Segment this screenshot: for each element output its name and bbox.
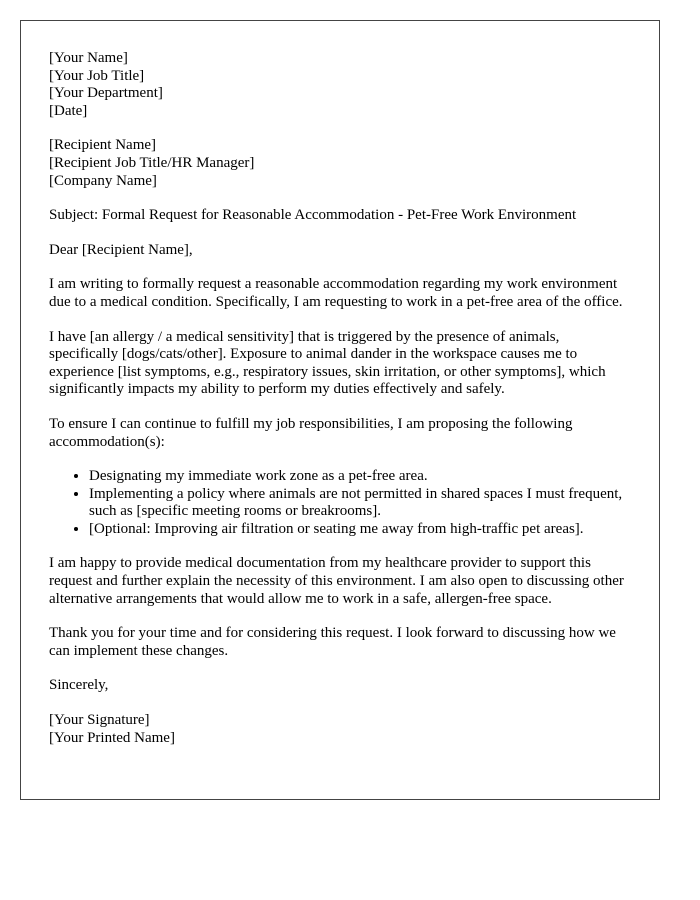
letter-date: [Date] [49, 102, 88, 119]
list-item: • Implementing a policy where animals are not permitted in shared spaces I must frequent, such as [specific meeting rooms or breakrooms]. [89, 486, 631, 521]
recipient-job-title: [Recipient Job Title/HR Manager] [49, 154, 255, 171]
body-paragraph-documentation: I am happy to provide medical documentation from my healthcare provider to support this request and further explain the necessity of this environment. I am also open to discussing other alternative arrangements that would allow me to work in a safe, allergen-free space. [49, 555, 624, 607]
sender-job-title: [Your Job Title] [49, 67, 145, 84]
printed-name: [Your Printed Name] [49, 729, 175, 746]
sender-name: [Your Name] [49, 50, 128, 66]
signature-placeholder: [Your Signature] [49, 712, 150, 729]
sender-block [49, 50, 631, 120]
accommodation-list [49, 468, 631, 538]
body-paragraph-thanks: Thank you for your time and for considering this request. I look forward to discussing how we can implement these changes. [49, 625, 616, 659]
recipient-name: [Recipient Name] [49, 137, 157, 154]
signature-block [49, 712, 631, 747]
recipient-company: [Company Name] [49, 172, 157, 189]
body-paragraph-intro: I am writing to formally request a reasonable accommodation regarding my work environment due to a medical condition. Specifically, I am requesting to work in a pet-free area of the office. [49, 276, 623, 310]
subject-line: Subject: Formal Request for Reasonable Accommodation - Pet-Free Work Environment [49, 207, 577, 224]
recipient-block [49, 137, 631, 190]
signoff: Sincerely, [49, 677, 109, 694]
body-paragraph-condition: I have [an allergy / a medical sensitivity] that is triggered by the presence of animals, specifically [dogs/cats/other]. Exposure to animal dander in the workspace causes me to experience [list symptoms, e.g., respiratory issues, skin irritation, or other symptoms], which significantly impacts my ability to perform my duties effectively and safely. [49, 328, 606, 398]
list-item: • [Optional: Improving air filtration or seating me away from high-traffic pet areas]. [89, 521, 631, 539]
salutation: Dear [Recipient Name], [49, 241, 193, 258]
sender-department: [Your Department] [49, 85, 163, 102]
list-item: • Designating my immediate work zone as a pet-free area. [89, 468, 631, 486]
body-paragraph-proposal: To ensure I can continue to fulfill my job responsibilities, I am proposing the following accommodation(s): [49, 415, 573, 450]
letter-document [20, 20, 660, 800]
